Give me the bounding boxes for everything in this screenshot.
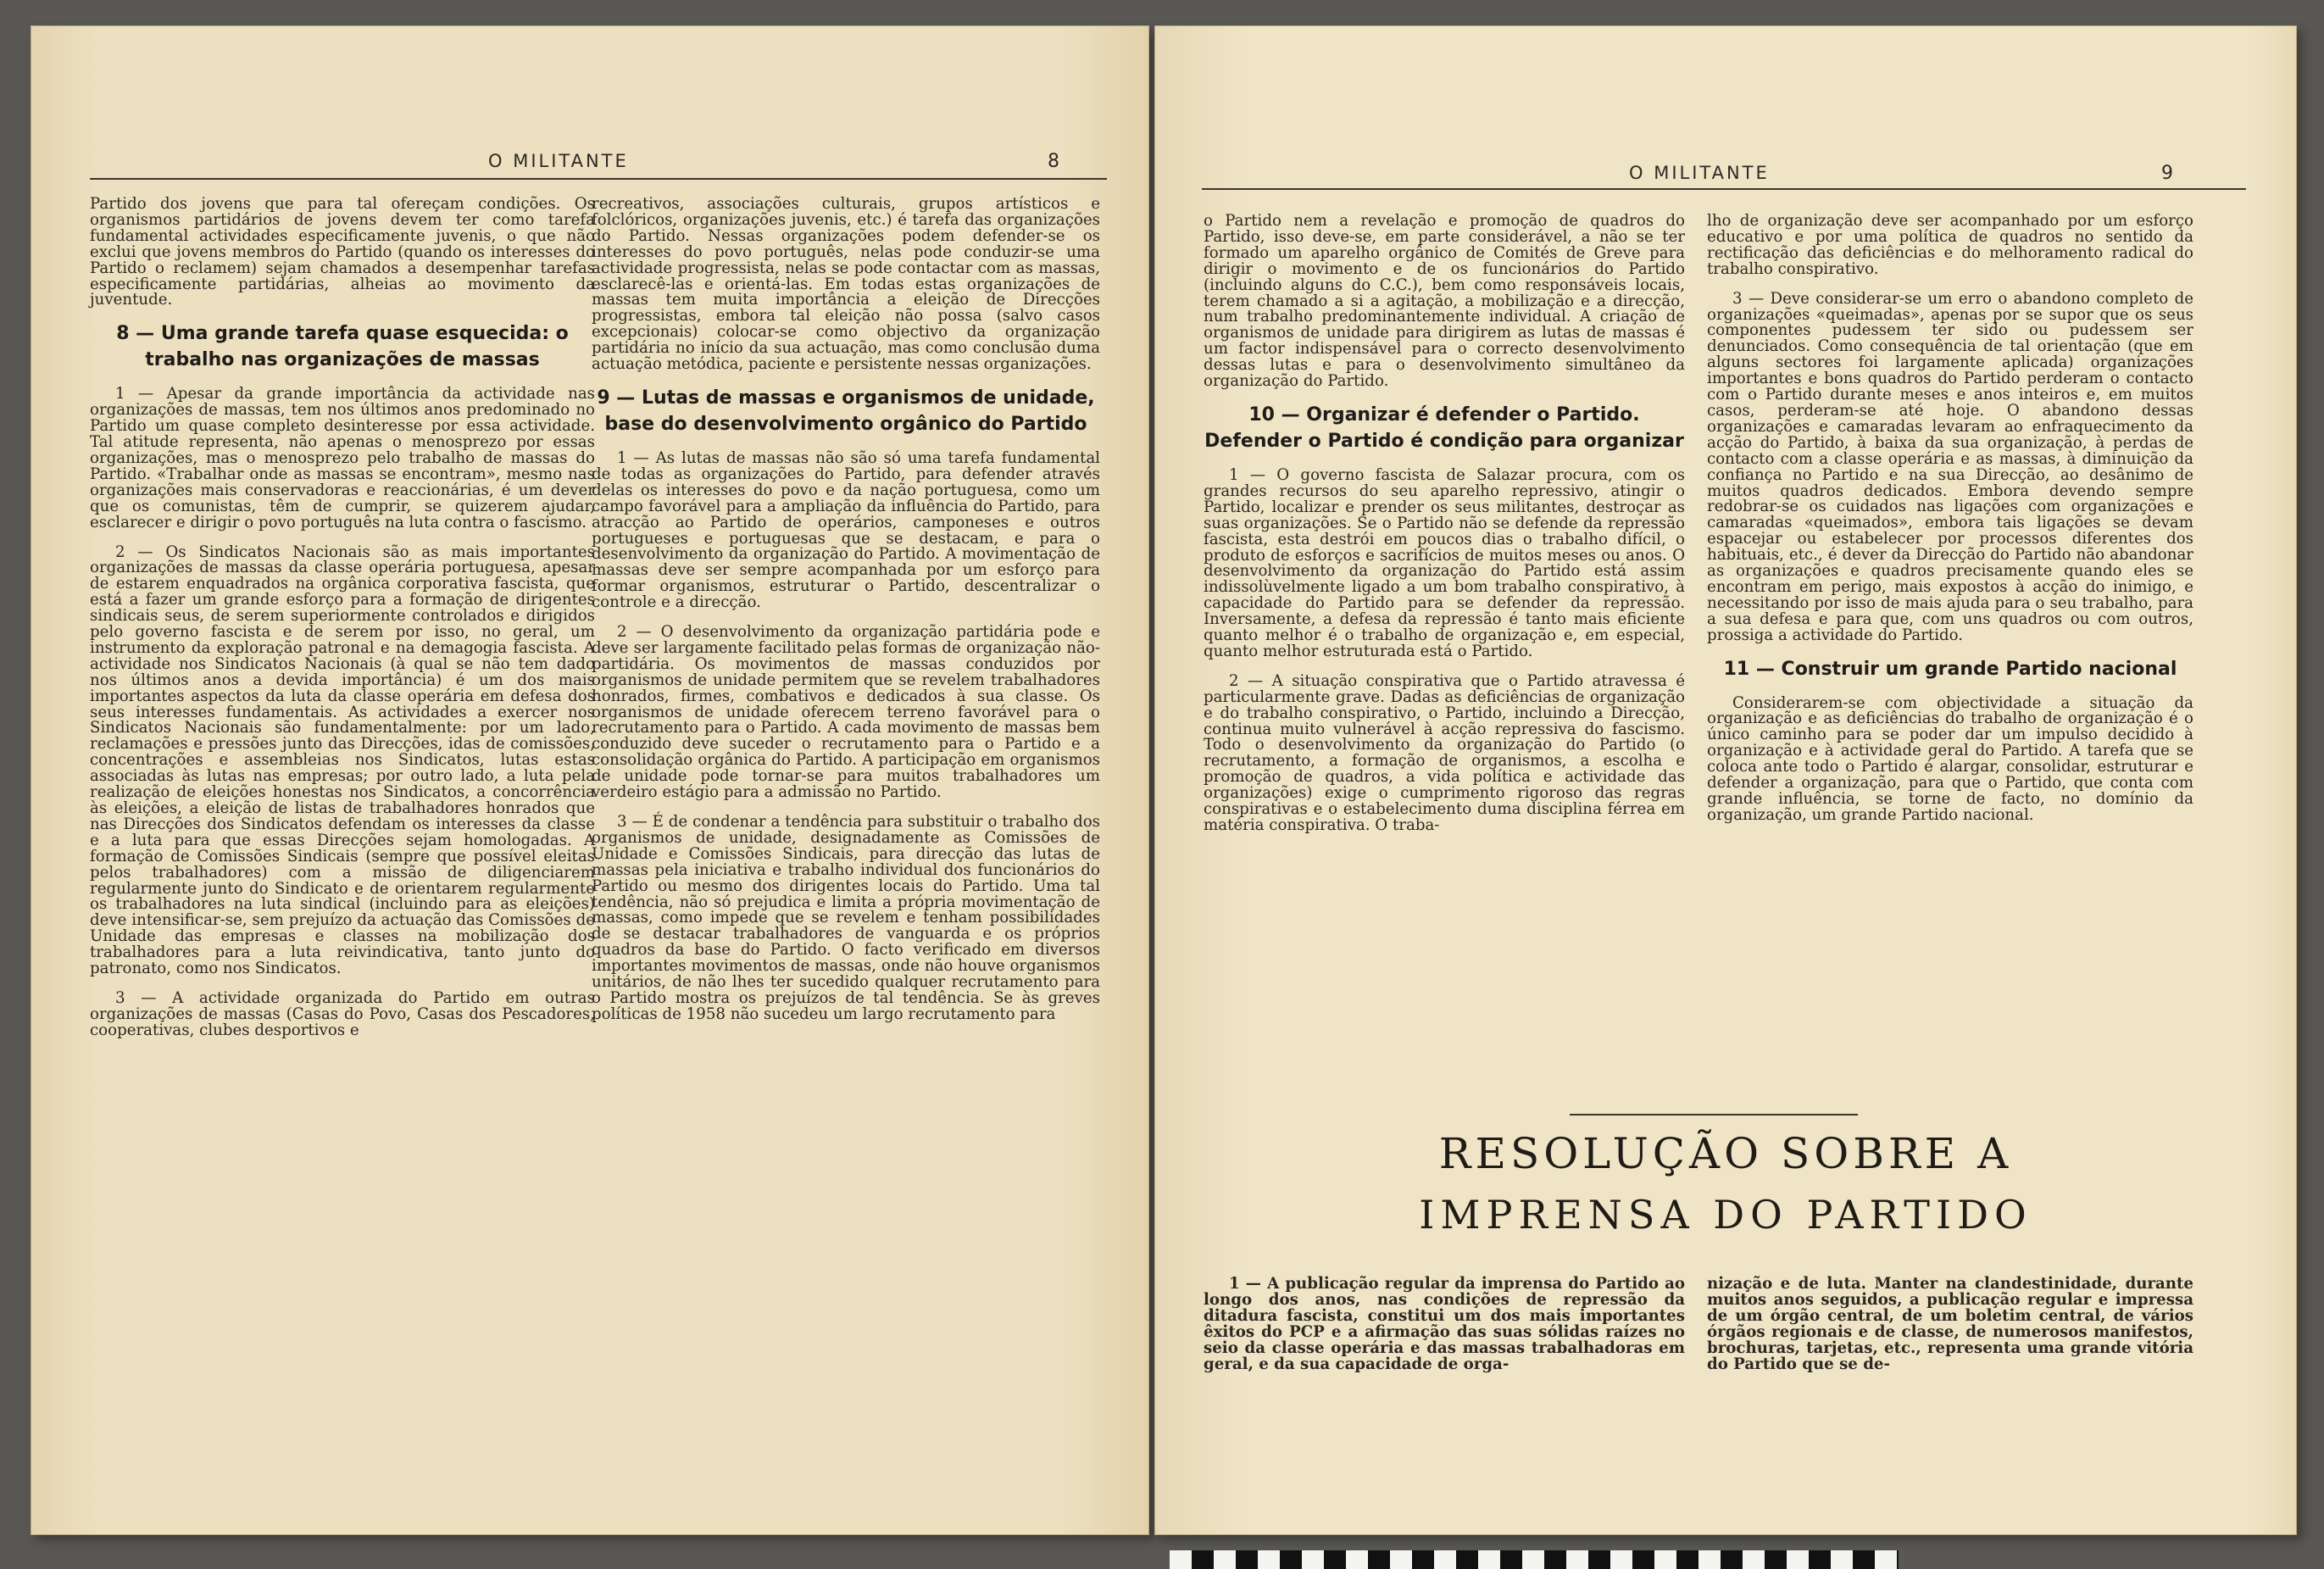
running-head: O MILITANTE xyxy=(1629,163,1770,183)
paragraph: lho de organização deve ser acompanhado por um esforço educativo e por uma política de quadros no sentido da rectificação das deficiências e do melhoramento radical do trabalho conspirativo. xyxy=(1707,212,2193,278)
header-rule xyxy=(1202,188,2246,190)
paragraph: recreativos, associações culturais, grupos artísticos e folclóricos, organizações juvenis, etc.) é tarefa das organizações do Partido. Nessas organizações podem defender-se os interesses do povo português, nelas pode conduzir-se uma actividade progressista, nelas se pode contactar com as massas, esclarecê-las e orientá-las. Em todas estas organizações de massas tem muita importância a eleição de Direcções progressistas, embora tal eleição não possa (salvo casos excepcionais) colocar-se como objectivo da organização partidária no início da sua actuação, mas como conclusão duma actuação metódica, paciente e persistente nessas organizações. xyxy=(592,195,1100,374)
paragraph: 1 — O governo fascista de Salazar procura, com os grandes recursos do seu aparelho repressivo, atingir o Partido, localizar e prender os seus militantes, destroçar as suas organizações. Se o Partido não se defende da repressão fascista, esta destrói em poucos dias o trabalho difícil, o produto de esforços e sacrifícios de muitos meses ou anos. O desenvolvimento da organização do Partido está assim indissolùvelmente ligado a um bom trabalho conspirativo, à capacidade do Partido para se defender da repressão. Inversamente, a defesa da repressão é tanto mais eficiente quanto melhor é o trabalho de organização e, em especial, quanto melhor estruturada está o Partido. xyxy=(1204,465,1685,660)
resolution-column-1 xyxy=(1204,1277,1685,1372)
section-heading: 9 — Lutas de massas e organismos de unidade, base do desenvolvimento orgânico do Partido xyxy=(597,387,1095,435)
left-page-column-1 xyxy=(90,197,595,1039)
section-heading: 8 — Uma grande tarefa quase esquecida: o trabalho nas organizações de massas xyxy=(116,323,569,371)
running-head: O MILITANTE xyxy=(488,151,629,171)
paragraph: 2 — A situação conspirativa que o Partido atravessa é particularmente grave. Dadas as deficiências de organização e do trabalho conspirativo, o Partido, incluindo a Direcção, continua muito vulnerável à acção repressiva do fascismo. Todo o desenvolvimento da organização do Partido (o recrutamento, a formação de organismos, a escolha e promoção de quadros, a vida política e actividade das organizações) exige o cumprimento rigoroso das regras conspirativas e o estabelecimento duma disciplina férrea em matéria conspirativa. O traba- xyxy=(1204,671,1685,834)
page-number: 8 xyxy=(1048,151,1059,172)
right-page-column-2 xyxy=(1707,214,2193,824)
color-scale-strip xyxy=(1170,1550,1899,1569)
paragraph: 3 — É de condenar a tendência para substituir o trabalho dos organismos de unidade, designadamente as Comissões de Unidade e Comissões Sindicais, para direcção das lutas de massas pela iniciativa e trabalho individual dos funcionários do Partido ou mesmo dos dirigentes locais do Partido. Uma tal tendência, não só prejudica e limita a própria movimentação de massas, como impede que se revelem e tenham possibilidades de se destacar trabalhadores de vanguarda e os próprios quadros da base do Partido. O facto verificado em diversos importantes movimentos de massas, onde não houve organismos unitários, de não lhes ter sucedido qualquer recrutamento para o Partido mostra os prejuízos de tal tendência. Se às greves políticas de 1958 não sucedeu um largo recrutamento para xyxy=(592,813,1100,1023)
paragraph: 3 — A actividade organizada do Partido em outras organizações de massas (Casas do Povo, Casas dos Pescadores, cooperativas, clubes desportivos e xyxy=(90,988,595,1039)
section-heading: 11 — Construir um grande Partido nacional xyxy=(1723,658,2177,680)
paragraph: Considerarem-se com objectividade a situação da organização e as deficiências do trabalho de organização é o único caminho para se poder dar um impulso decidido à organização e à actividade geral do Partido. A tarefa que se coloca ante todo o Partido é alargar, consolidar, estruturar e defender a organização, para que o Partido, que conta com grande influência, se torne de facto, no domínio da organização, um grande Partido nacional. xyxy=(1707,693,2193,824)
left-page xyxy=(31,25,1149,1535)
paragraph: nização e de luta. Manter na clandestinidade, durante muitos anos seguidos, a publicação regular e impressa de um órgão central, de um boletim central, de vários órgãos regionais e de classe, de numerosos manifestos, brochuras, tarjetas, etc., representa uma grande vitória do Partido que se de- xyxy=(1707,1275,2193,1373)
section-divider xyxy=(1570,1114,1858,1116)
paragraph: 3 — Deve considerar-se um erro o abandono completo de organizações «queimadas», apenas por se supor que os seus componentes pudessem ter sido ou pudessem ser denunciados. Como consequência de tal orientação (que em alguns sectores foi largamente aplicada) organizações importantes e bons quadros do Partido perderam o contacto com o Partido durante meses e anos inteiros e, em muitos casos, perderam-se até hoje. O abandono dessas organizações e camaradas levaram ao enfraquecimento da acção do Partido, à baixa da sua organização, à perdas de contacto com a classe operária e as massas, à diminuição da confiança no Partido e na sua Direcção, ao desânimo de muitos quadros dedicados. Embora devendo sempre redobrar-se os cuidados nas ligações com organizações e camaradas «queimados», embora tais ligações se devam espacejar ou estabelecer por processos diferentes dos habituais, etc., é dever da Direcção do Partido não abandonar as organizações e quadros precisamente quando eles se encontram em perigo, mais expostos à acção do inimigo, e necessitando por isso de mais ajuda para o seu trabalho, para a sua defesa e para que, com uns quadros ou com outros, prossiga a actividade do Partido. xyxy=(1707,289,2193,644)
paragraph: o Partido nem a revelação e promoção de quadros do Partido, isso deve-se, em parte considerável, a não se ter formado um aparelho orgânico de Comités de Greve para dirigir o movimento e de os funcionários do Partido (incluindo alguns do C.C.), bem como responsáveis locais, terem chamado a si a agitação, a mobilização e a direcção, num trabalho predominantemente individual. A criação de organismos de unidade para dirigirem as lutas de massas é um factor indispensável para o correcto desenvolvimento dessas lutas e para o desenvolvimento simultâneo da organização do Partido. xyxy=(1204,212,1685,391)
resolution-column-2 xyxy=(1707,1277,2193,1372)
resolution-title-line-2: IMPRENSA DO PARTIDO xyxy=(1419,1192,2032,1238)
section-heading: 10 — Organizar é defender o Partido. Defender o Partido é condição para organizar xyxy=(1204,403,1684,452)
paragraph: Partido dos jovens que para tal ofereçam condições. Os organismos partidários de jovens devem ter como tarefa fundamental actividades especificamente juvenis, o que não exclui que jovens membros do Partido (quando os interesses do Partido o reclamem) sejam chamados a desempenhar tarefas especificamente partidárias, alheias ao movimento da juventude. xyxy=(90,195,595,309)
right-page xyxy=(1154,25,2297,1535)
paragraph: 2 — O desenvolvimento da organização partidária pode e deve ser largamente facilitado pelas formas de organização não-partidária. Os movimentos de massas conduzidos por organismos de unidade permitem que se revelem trabalhadores honrados, firmes, combativos e dedicados à sua classe. Os organismos de unidade oferecem terreno favorável para o recrutamento para o Partido. A cada movimento de massas bem conduzido deve suceder o recrutamento para o Partido e a consolidação orgânica do Partido. A participação em organismos de unidade pode tornar-se para muitos trabalhadores um verdeiro estágio para a admissão no Partido. xyxy=(592,623,1100,802)
resolution-title-line-1: RESOLUÇÃO SOBRE A xyxy=(1438,1129,2013,1178)
left-page-column-2 xyxy=(592,197,1100,1023)
paragraph: 1 — Apesar da grande importância da actividade nas organizações de massas, tem nos últimos anos predominado no Partido um quase completo desinteresse por essa actividade. Tal atitude representa, não apenas o menosprezo por essas organizações, mas o menosprezo pelo trabalho de massas do Partido. «Trabalhar onde as massas se encontram», mesmo nas organizações mais conservadoras e reaccionárias, é um dever que os comunistas, têm de cumprir, se quizerem ajudar, esclarecer e dirigir o povo português na luta contra o fascismo. xyxy=(90,385,595,531)
paragraph: 1 — A publicação regular da imprensa do Partido ao longo dos anos, nas condições de repressão da ditadura fascista, constitui um dos mais importantes êxitos do PCP e a afirmação das suas sólidas raízes no seio da classe operária e das massas trabalhadoras em geral, e da sua capacidade de orga- xyxy=(1204,1275,1685,1373)
header-rule xyxy=(90,178,1107,180)
page-number: 9 xyxy=(2161,163,2173,184)
right-page-column-1 xyxy=(1204,214,1685,834)
paragraph: 1 — As lutas de massas não são só uma tarefa fundamental de todas as organizações do Partido, para defender através delas os interesses do povo e da nação portuguesa, como um campo favorável para a ampliação da influência do Partido, para atracção ao Partido de operários, camponeses e outros portugueses e portuguesas que se destacam, e para o desenvolvimento da organização do Partido. A movimentação de massas deve ser sempre acompanhada por um esforço para formar organismos, estruturar o Partido, descentralizar o controle e a direcção. xyxy=(592,448,1100,612)
paragraph: 2 — Os Sindicatos Nacionais são as mais importantes organizações de massas da classe operária portuguesa, apesar de estarem enquadrados na orgânica corporativa fascista, que está a fazer um grande esforço para a formação de dirigentes sindicais seus, de serem superiormente controlados e dirigidos pelo governo fascista e de serem por isso, no geral, um instrumento da exploração patronal e na demagogia fascista. A actividade nos Sindicatos Nacionais (à qual se não tem dado nos últimos anos a devida importância) é um dos mais importantes aspectos da luta da classe operária em defesa dos seus interesses fundamentais. As actividades a exercer nos Sindicatos Nacionais são fundamentalmente: por um lado, reclamações e pressões junto das Direcções, idas de comissões, concentrações e assembleias nos Sindicatos, lutas estas associadas às lutas nas empresas; por outro lado, a luta pela realização de eleições honestas nos Sindicatos, a concorrência às eleições, a eleição de listas de trabalhadores honrados que nas Direcções dos Sindicatos defendam os interesses da classe e a luta para que essas Direcções sejam homologadas. A formação de Comissões Sindicais (sempre que possível eleitas pelos trabalhadores) com a missão de diligenciarem regularmente junto do Sindicato e de orientarem regularmente os trabalhadores na luta sindical (incluindo para as eleições) deve intensificar-se, sem prejuízo da actuação das Comissões de Unidade das empresas e classes na mobilização dos trabalhadores para a luta reivindicativa, tanto junto do patronato, como nos Sindicatos. xyxy=(90,542,595,978)
